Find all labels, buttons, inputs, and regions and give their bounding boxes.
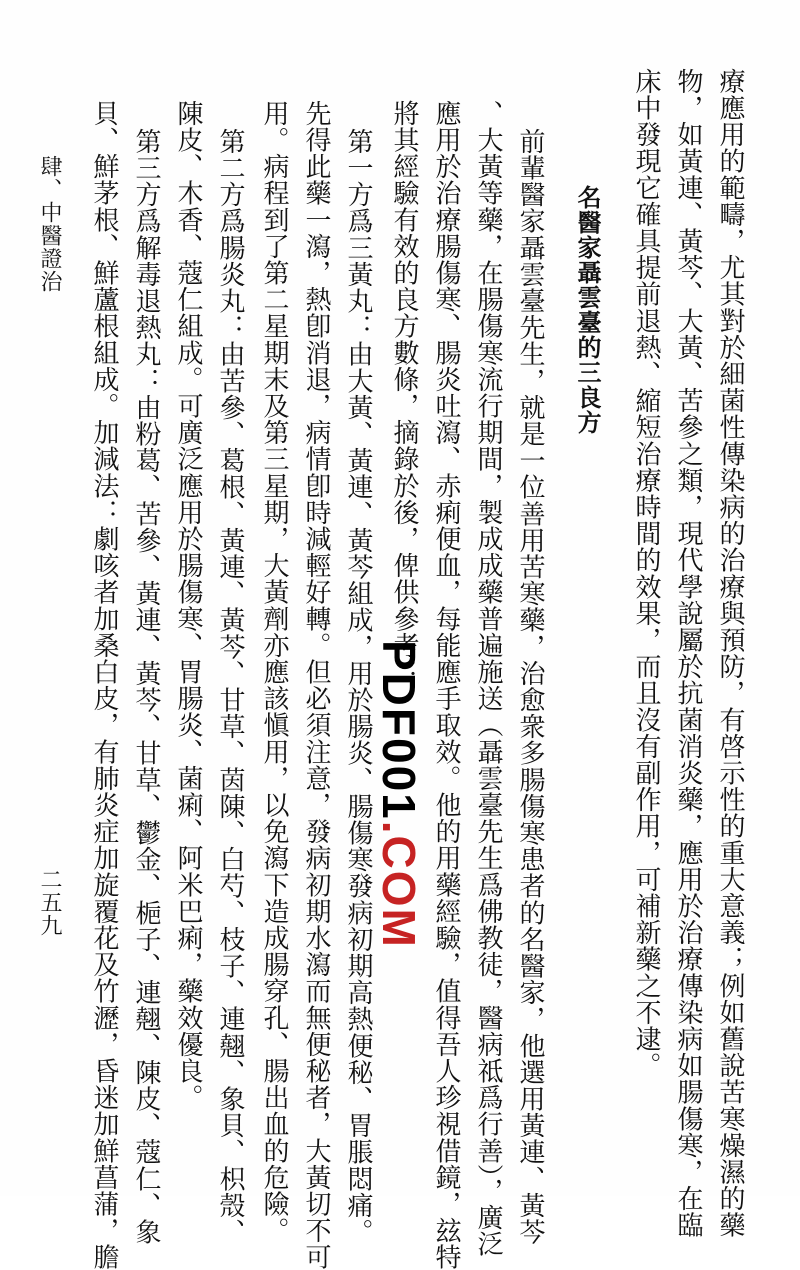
text-column-13: 第三方爲解毒退熱丸：由粉葛、苦參、黃連、黃芩、甘草、鬱金、梔子、連翹、陳皮、蔻仁、象 <box>131 128 161 1246</box>
text-column-11: 第二方爲腸炎丸：由苦參、葛根、黃連、黃芩、甘草、茵陳、白芍、枝子、連翹、象貝、枳殼、 <box>215 128 245 1246</box>
site-watermark: PDF001.COM <box>373 640 425 949</box>
text-column-1: 療應用的範疇，尤其對於細菌性傳染病的治療與預防，有啓示性的重大意義；例如舊說苦寒燥濕的藥 <box>715 68 745 1239</box>
section-title: 名醫家聶雲臺的三良方 <box>573 185 601 435</box>
text-column-12: 陳皮、木香、蔻仁組成。可廣泛應用於腸傷寒、胃腸炎、菌痢、阿米巴痢，藥效優良。 <box>173 100 203 1111</box>
page-number: 二五九 <box>37 868 62 937</box>
text-column-7: 將其經驗有效的良方數條，摘錄於後，俾供參考： <box>389 100 419 686</box>
text-column-3: 床中發現它確具提前退熱、縮短治療時間的效果，而且沒有副作用，可補新藥之不逮。 <box>631 68 661 1079</box>
text-column-9: 先得此藥一瀉，熱卽消退，病情卽時減輕好轉。但必須注意，發病初期水瀉而無便秘者，大黃切不可 <box>301 100 331 1270</box>
text-column-2: 物，如黃連、黃芩、大黃、苦參之類，現代學說屬於抗菌消炎藥，應用於治療傳染病如腸傷寒，在臨 <box>673 68 703 1239</box>
text-column-10: 用。病程到了第二星期末及第三星期，大黃劑亦應該愼用，以免瀉下造成腸穿孔、腸出血的危險。 <box>259 100 289 1244</box>
text-column-8: 第一方爲三黃丸：由大黃、黃連、黃芩組成，用於腸炎、腸傷寒發病初期高熱便秘、胃脹悶痛。 <box>343 128 373 1246</box>
text-column-6: 應用於治療腸傷寒、腸炎吐瀉、赤痢便血，每能應手取效。他的用藥經驗，值得吾人珍視借鏡，玆特 <box>431 100 461 1270</box>
text-column-14: 貝、鮮茅根、鮮蘆根組成。加減法：劇咳者加桑白皮，有肺炎症加旋覆花及竹瀝，昏迷加鮮菖蒲，膽 <box>89 100 119 1270</box>
text-column-5: 、大黃等藥，在腸傷寒流行期間，製成成藥普遍施送（聶雲臺先生爲佛教徒，醫病祗爲行善），廣泛 <box>473 100 503 1258</box>
chapter-label: 肆、中醫證治 <box>37 155 62 293</box>
text-column-4: 前輩醫家聶雲臺先生，就是一位善用苦寒藥，治愈衆多腸傷寒患者的名醫家，他選用黃連、黃芩 <box>515 128 545 1246</box>
